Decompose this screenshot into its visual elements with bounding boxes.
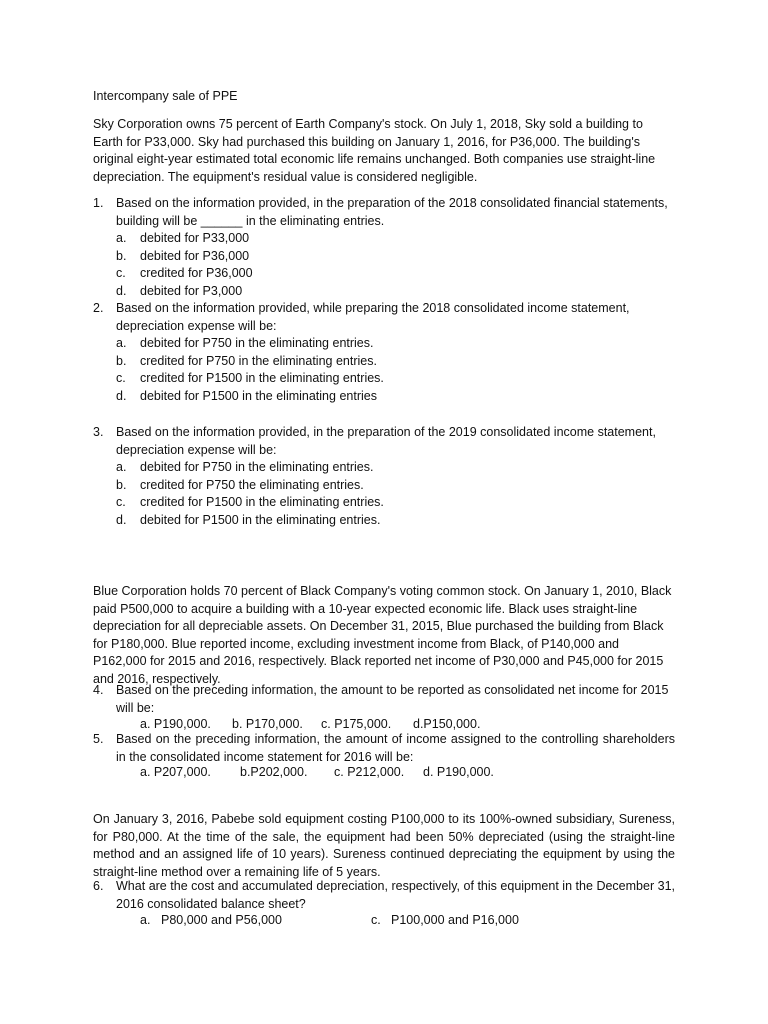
question-number: 4.: [93, 683, 104, 697]
option-d: d. P190,000.: [423, 765, 494, 779]
question-2: [93, 300, 675, 335]
option-a: a. P190,000.: [140, 717, 211, 731]
option-text: credited for P1500 in the eliminating entries.: [140, 371, 384, 385]
option-letter: c.: [116, 495, 126, 509]
option-text: credited for P1500 in the eliminating entries.: [140, 495, 384, 509]
option-text: debited for P3,000: [140, 283, 243, 298]
sky-intro-paragraph: Sky Corporation owns 75 percent of Earth Company's stock. On July 1, 2018, Sky sold a building to Earth for P33,000. Sky had purchased this building on January 1, 2016, for P36,000. The building's original eight-year estimated total economic life remains unchanged. Both companies use straight-line depreciation. The equipment's residual value is considered negligible.: [93, 117, 656, 184]
option-text: credited for P750 the eliminating entries.: [140, 477, 364, 492]
option-letter: c.: [116, 371, 126, 385]
question-text: Based on the preceding information, the amount to be reported as consolidated net income for 2015 will be:: [116, 683, 669, 715]
option-text: debited for P33,000: [140, 231, 250, 245]
question-6-options: [140, 912, 540, 930]
question-number: 5.: [93, 732, 104, 746]
option-letter: c.: [116, 266, 126, 280]
pabebe-intro-paragraph: On January 3, 2016, Pabebe sold equipment costing P100,000 to its 100%-owned subsidiary, Sureness, for P80,000. At the time of the sale, the equipment had been 50% depreciated (using the straight-line method and an assigned life of 10 years). Sureness continued depreciating the equipment by using the straight-line method over a remaining life of 5 years.: [93, 812, 675, 879]
option-b: b. P170,000.: [232, 717, 303, 731]
option-text: credited for P750 in the eliminating entries.: [140, 353, 377, 368]
option-d: d.P150,000.: [413, 717, 481, 731]
question-text: Based on the information provided, in the preparation of the 2019 consolidated income statement, depreciation expense will be:: [116, 425, 656, 457]
option-a-letter: a.: [140, 913, 151, 927]
question-3: [93, 424, 675, 459]
question-number: 1.: [93, 196, 104, 210]
option-b: b.P202,000.: [240, 765, 308, 779]
question-text: What are the cost and accumulated depreciation, respectively, of this equipment in the December 31, 2016 consolidated balance sheet?: [116, 879, 675, 911]
option-c-letter: c.: [371, 913, 381, 927]
blue-intro-paragraph: Blue Corporation holds 70 percent of Black Company's voting common stock. On January 1, 2010, Black paid P500,000 to acquire a building with a 10-year expected economic life. Black uses straight-line depreciation for all depreciable assets. On December 31, 2015, Blue purchased the building from Black for P180,000. Blue reported income, excluding investment income from Black, of P140,000 and P162,000 for 2015 and 2016, respectively. Black reported net income of P30,000 and P45,000 for 2015 and 2016, respectively.: [93, 584, 672, 686]
option-c: c. P212,000.: [334, 765, 405, 779]
option-letter: b.: [116, 248, 127, 263]
question-number: 2.: [93, 301, 104, 315]
option-a: a. P207,000.: [140, 765, 211, 779]
option-c: c. P175,000.: [321, 717, 392, 731]
option-letter: a.: [116, 336, 127, 350]
option-letter: b.: [116, 477, 127, 492]
option-letter: d.: [116, 512, 127, 527]
question-text: Based on the information provided, while preparing the 2018 consolidated income statement, depreciation expense will be:: [116, 301, 630, 333]
option-letter: a.: [116, 460, 127, 474]
option-c-text: P100,000 and P16,000: [391, 913, 519, 927]
option-letter: d.: [116, 283, 127, 298]
question-text: Based on the information provided, in the preparation of the 2018 consolidated financial statements, building will be ______ in the eliminating entries.: [116, 196, 668, 228]
option-text: debited for P1500 in the eliminating entries: [140, 388, 377, 403]
question-number: 3.: [93, 425, 104, 439]
option-text: credited for P36,000: [140, 266, 253, 280]
option-letter: b.: [116, 353, 127, 368]
question-5: [93, 731, 675, 766]
question-number: 6.: [93, 879, 104, 893]
question-4: [93, 682, 675, 717]
option-text: debited for P1500 in the eliminating entries.: [140, 512, 381, 527]
option-text: debited for P36,000: [140, 248, 250, 263]
question-5-options: [140, 764, 520, 782]
document-title: Intercompany sale of PPE: [93, 89, 238, 103]
option-letter: d.: [116, 388, 127, 403]
option-text: debited for P750 in the eliminating entries.: [140, 336, 374, 350]
question-text: Based on the preceding information, the amount of income assigned to the controlling shareholders in the consolidated income statement for 2016 will be:: [116, 732, 675, 764]
option-text: debited for P750 in the eliminating entries.: [140, 460, 374, 474]
option-letter: a.: [116, 231, 127, 245]
option-a-text: P80,000 and P56,000: [161, 913, 282, 927]
question-6: [93, 878, 675, 913]
question-1: [93, 195, 675, 230]
